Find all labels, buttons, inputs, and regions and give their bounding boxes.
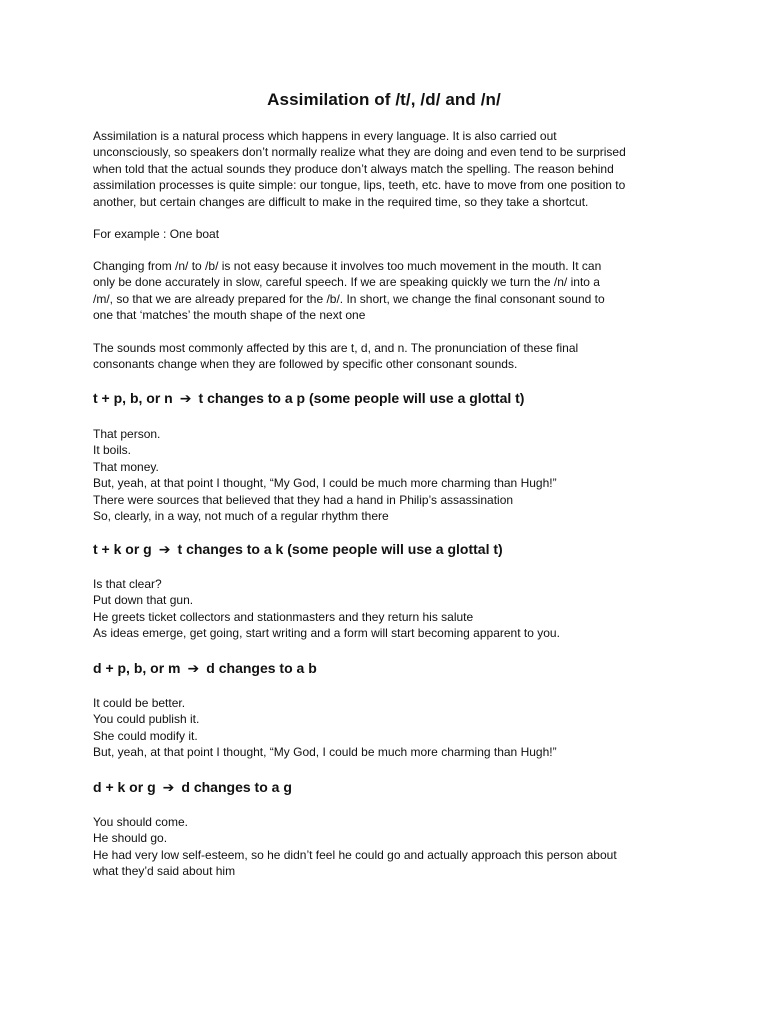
example-list <box>93 426 693 524</box>
example-line: He should go. <box>93 831 168 846</box>
example-line: As ideas emerge, get going, start writing and a form will start becoming apparent to you. <box>93 626 560 641</box>
example-line: So, clearly, in a way, not much of a regular rhythm there <box>93 508 389 523</box>
text-line: consonants change when they are followed by specific other consonant sounds. <box>93 357 518 372</box>
sounds-paragraph <box>93 340 693 373</box>
rule-result: t changes to a p (some people will use a glottal t) <box>198 390 525 406</box>
text-line: Assimilation is a natural process which happens in every language. It is also carried out <box>93 129 557 143</box>
text-line: assimilation processes is quite simple: our tongue, lips, teeth, etc. have to move from one position to <box>93 178 626 193</box>
example-line: But, yeah, at that point I thought, “My God, I could be much more charming than Hugh!” <box>93 745 557 760</box>
intro-paragraph <box>93 128 693 210</box>
rule-result: t changes to a k (some people will use a glottal t) <box>177 541 503 557</box>
example-line: But, yeah, at that point I thought, “My God, I could be much more charming than Hugh!” <box>93 476 557 491</box>
rule-condition: t + k or g <box>93 541 152 557</box>
text-line: unconsciously, so speakers don’t normally realize what they are doing and even tend to be surprised <box>93 145 626 160</box>
example-line: That person. <box>93 427 161 441</box>
example-list <box>93 576 693 642</box>
arrow-icon: ➔ <box>162 779 175 795</box>
example-line: That money. <box>93 459 159 474</box>
rule-heading <box>93 390 693 407</box>
rule-heading <box>93 779 693 796</box>
text-line: when told that the actual sounds they produce don’t always match the spelling. The reason behind <box>93 161 614 176</box>
text-line: Changing from /n/ to /b/ is not easy because it involves too much movement in the mouth. It can <box>93 259 602 273</box>
rule-result: d changes to a b <box>206 660 317 676</box>
example-line: He greets ticket collectors and stationmasters and they return his salute <box>93 609 474 624</box>
rule-condition: t + p, b, or n <box>93 390 173 406</box>
changing-paragraph <box>93 258 693 324</box>
text-line: The sounds most commonly affected by this are t, d, and n. The pronunciation of these final <box>93 341 579 355</box>
rule-heading <box>93 660 693 677</box>
page-title: Assimilation of /t/, /d/ and /n/ <box>267 90 501 109</box>
rule-condition: d + k or g <box>93 779 156 795</box>
example-line: She could modify it. <box>93 728 198 743</box>
example-line: You could publish it. <box>93 712 200 727</box>
rule-condition: d + p, b, or m <box>93 660 181 676</box>
example-line: Is that clear? <box>93 577 162 591</box>
arrow-icon: ➔ <box>179 390 192 406</box>
example-paragraph <box>93 226 693 242</box>
example-line: You should come. <box>93 815 188 829</box>
example-line: It boils. <box>93 443 132 458</box>
example-line: He had very low self-esteem, so he didn’t feel he could go and actually approach this person about <box>93 847 617 862</box>
example-line: It could be better. <box>93 696 186 710</box>
text-line: another, but certain changes are difficult to make in the required time, so they take a shortcut. <box>93 194 589 209</box>
arrow-icon: ➔ <box>158 541 171 557</box>
text-line: For example : One boat <box>93 227 220 241</box>
text-line: /m/, so that we are already prepared for the /b/. In short, we change the final consonant sound to <box>93 291 605 306</box>
text-line: one that ‘matches’ the mouth shape of the next one <box>93 308 366 323</box>
example-list <box>93 695 693 761</box>
example-list <box>93 814 693 880</box>
example-line: There were sources that believed that they had a hand in Philip’s assassination <box>93 492 514 507</box>
text-line: only be done accurately in slow, careful speech. If we are speaking quickly we turn the /n/ into a <box>93 275 600 290</box>
rule-heading <box>93 541 693 558</box>
example-line: Put down that gun. <box>93 593 194 608</box>
example-line: what they’d said about him <box>93 864 236 879</box>
rule-result: d changes to a g <box>181 779 292 795</box>
arrow-icon: ➔ <box>187 660 200 676</box>
